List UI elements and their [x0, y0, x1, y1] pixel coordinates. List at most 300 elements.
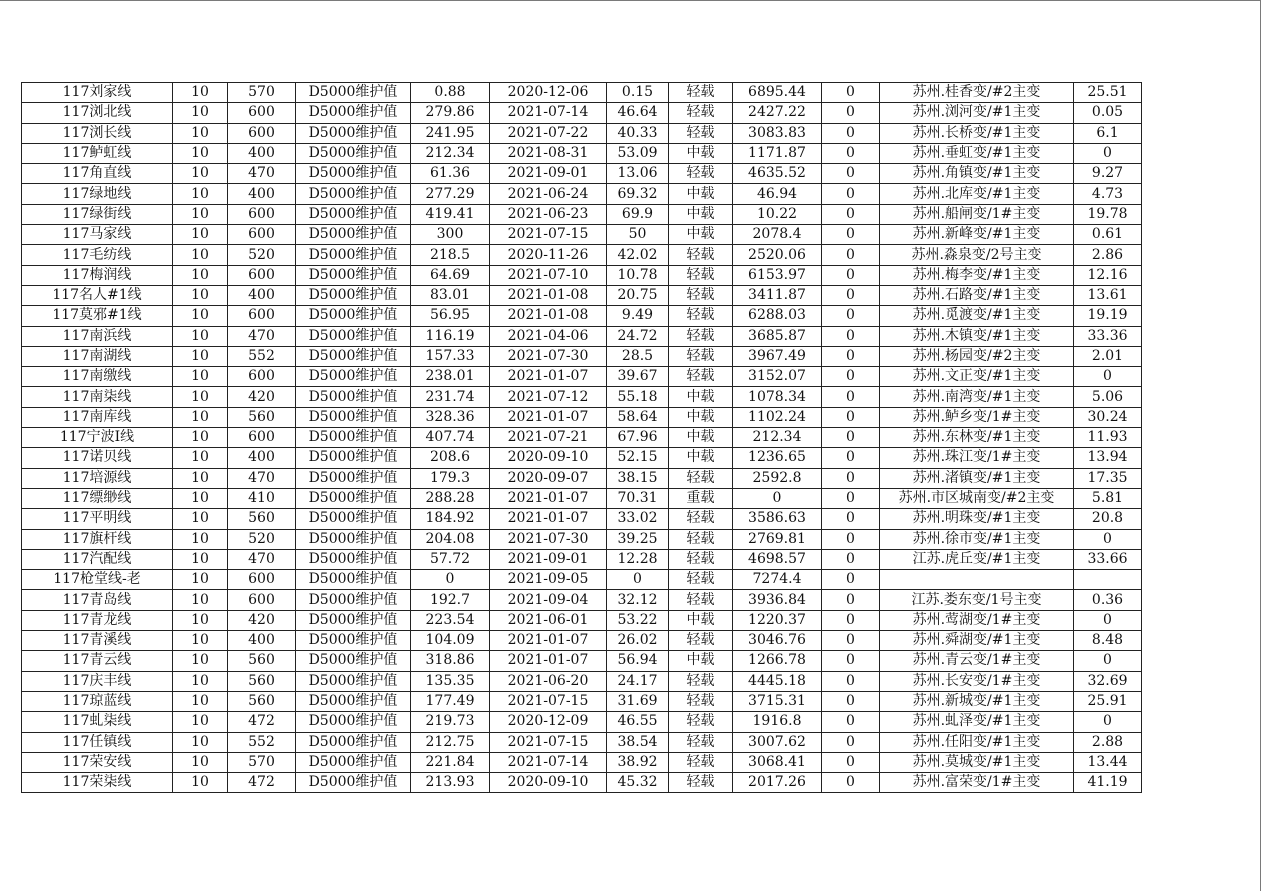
table-body — [22, 83, 1142, 793]
load-rate-cell: 12.28 — [607, 549, 669, 569]
source-cell: D5000维护值 — [296, 225, 411, 245]
transformer-cell: 苏州.杨园变/#2主变 — [880, 346, 1074, 366]
transformer-cell: 苏州.珠江变/1#主变 — [880, 448, 1074, 468]
flag-cell: 0 — [822, 773, 880, 793]
current-value-cell: 221.84 — [411, 752, 490, 772]
load-rate-cell: 0 — [607, 570, 669, 590]
flag-cell: 0 — [822, 509, 880, 529]
line-name-cell: 117南柒线 — [22, 387, 173, 407]
margin-cell: 1916.8 — [733, 712, 822, 732]
voltage-cell: 10 — [173, 773, 228, 793]
transformer-value-cell: 0 — [1074, 143, 1142, 163]
transformer-value-cell: 2.88 — [1074, 732, 1142, 752]
load-status-cell: 轻载 — [669, 346, 733, 366]
table-row — [22, 103, 1142, 123]
table-row — [22, 245, 1142, 265]
load-rate-cell: 10.78 — [607, 265, 669, 285]
transformer-value-cell: 0.05 — [1074, 103, 1142, 123]
load-rate-cell: 55.18 — [607, 387, 669, 407]
source-cell: D5000维护值 — [296, 468, 411, 488]
margin-cell: 6153.97 — [733, 265, 822, 285]
margin-cell: 4698.57 — [733, 549, 822, 569]
margin-cell: 2592.8 — [733, 468, 822, 488]
rated-current-cell: 420 — [228, 610, 296, 630]
line-name-cell: 117青岛线 — [22, 590, 173, 610]
source-cell: D5000维护值 — [296, 428, 411, 448]
voltage-cell: 10 — [173, 570, 228, 590]
current-value-cell: 83.01 — [411, 285, 490, 305]
transformer-value-cell: 0 — [1074, 529, 1142, 549]
current-value-cell: 57.72 — [411, 549, 490, 569]
load-rate-cell: 52.15 — [607, 448, 669, 468]
transformer-cell: 苏州.青云变/1#主变 — [880, 651, 1074, 671]
load-rate-cell: 46.55 — [607, 712, 669, 732]
table-row — [22, 529, 1142, 549]
source-cell: D5000维护值 — [296, 712, 411, 732]
date-cell: 2021-01-07 — [490, 407, 607, 427]
flag-cell: 0 — [822, 468, 880, 488]
margin-cell: 2017.26 — [733, 773, 822, 793]
flag-cell: 0 — [822, 488, 880, 508]
table-row — [22, 285, 1142, 305]
line-name-cell: 117庆丰线 — [22, 671, 173, 691]
margin-cell: 1266.78 — [733, 651, 822, 671]
flag-cell: 0 — [822, 732, 880, 752]
voltage-cell: 10 — [173, 529, 228, 549]
date-cell: 2020-09-10 — [490, 773, 607, 793]
voltage-cell: 10 — [173, 590, 228, 610]
date-cell: 2021-04-06 — [490, 326, 607, 346]
margin-cell: 2078.4 — [733, 225, 822, 245]
load-rate-cell: 26.02 — [607, 631, 669, 651]
load-rate-cell: 24.72 — [607, 326, 669, 346]
margin-cell: 3007.62 — [733, 732, 822, 752]
transformer-cell: 苏州.任阳变/#1主变 — [880, 732, 1074, 752]
current-value-cell: 116.19 — [411, 326, 490, 346]
load-status-cell: 轻载 — [669, 590, 733, 610]
source-cell: D5000维护值 — [296, 732, 411, 752]
transformer-cell: 苏州.长安变/1#主变 — [880, 671, 1074, 691]
line-name-cell: 117南浜线 — [22, 326, 173, 346]
margin-cell: 2520.06 — [733, 245, 822, 265]
load-status-cell: 轻载 — [669, 570, 733, 590]
date-cell: 2021-01-07 — [490, 488, 607, 508]
transformer-cell: 苏州.莫城变/#1主变 — [880, 752, 1074, 772]
margin-cell: 3068.41 — [733, 752, 822, 772]
line-name-cell: 117梅润线 — [22, 265, 173, 285]
table-row — [22, 184, 1142, 204]
rated-current-cell: 420 — [228, 387, 296, 407]
load-status-cell: 轻载 — [669, 83, 733, 103]
current-value-cell: 61.36 — [411, 164, 490, 184]
line-name-cell: 117绿街线 — [22, 204, 173, 224]
transformer-cell — [880, 570, 1074, 590]
load-rate-cell: 38.15 — [607, 468, 669, 488]
margin-cell: 3586.63 — [733, 509, 822, 529]
source-cell: D5000维护值 — [296, 83, 411, 103]
line-name-cell: 117荣安线 — [22, 752, 173, 772]
transformer-value-cell: 41.19 — [1074, 773, 1142, 793]
voltage-cell: 10 — [173, 83, 228, 103]
line-name-cell: 117宁波I线 — [22, 428, 173, 448]
voltage-cell: 10 — [173, 265, 228, 285]
line-name-cell: 117角直线 — [22, 164, 173, 184]
transformer-value-cell: 5.81 — [1074, 488, 1142, 508]
transformer-cell: 苏州.觅渡变/#1主变 — [880, 306, 1074, 326]
flag-cell: 0 — [822, 691, 880, 711]
margin-cell: 1102.24 — [733, 407, 822, 427]
current-value-cell: 179.3 — [411, 468, 490, 488]
table-row — [22, 306, 1142, 326]
voltage-cell: 10 — [173, 387, 228, 407]
source-cell: D5000维护值 — [296, 164, 411, 184]
source-cell: D5000维护值 — [296, 103, 411, 123]
line-name-cell: 117汽配线 — [22, 549, 173, 569]
current-value-cell: 135.35 — [411, 671, 490, 691]
transformer-cell: 苏州.浏河变/#1主变 — [880, 103, 1074, 123]
margin-cell: 1171.87 — [733, 143, 822, 163]
source-cell: D5000维护值 — [296, 509, 411, 529]
voltage-cell: 10 — [173, 651, 228, 671]
flag-cell: 0 — [822, 83, 880, 103]
rated-current-cell: 560 — [228, 651, 296, 671]
load-rate-cell: 39.25 — [607, 529, 669, 549]
rated-current-cell: 400 — [228, 631, 296, 651]
date-cell: 2021-01-08 — [490, 306, 607, 326]
line-name-cell: 117浏长线 — [22, 123, 173, 143]
source-cell: D5000维护值 — [296, 488, 411, 508]
date-cell: 2021-07-12 — [490, 387, 607, 407]
load-status-cell: 中载 — [669, 407, 733, 427]
rated-current-cell: 400 — [228, 184, 296, 204]
current-value-cell: 241.95 — [411, 123, 490, 143]
current-value-cell: 212.75 — [411, 732, 490, 752]
voltage-cell: 10 — [173, 123, 228, 143]
load-rate-cell: 53.22 — [607, 610, 669, 630]
rated-current-cell: 560 — [228, 407, 296, 427]
transformer-value-cell: 4.73 — [1074, 184, 1142, 204]
rated-current-cell: 570 — [228, 752, 296, 772]
source-cell: D5000维护值 — [296, 529, 411, 549]
transformer-value-cell: 5.06 — [1074, 387, 1142, 407]
table-row — [22, 468, 1142, 488]
voltage-cell: 10 — [173, 732, 228, 752]
load-status-cell: 中载 — [669, 651, 733, 671]
line-name-cell: 117虬柒线 — [22, 712, 173, 732]
transformer-cell: 苏州.东林变/#1主变 — [880, 428, 1074, 448]
voltage-cell: 10 — [173, 367, 228, 387]
transformer-cell: 江苏.娄东变/1号主变 — [880, 590, 1074, 610]
load-rate-cell: 69.9 — [607, 204, 669, 224]
rated-current-cell: 600 — [228, 265, 296, 285]
source-cell: D5000维护值 — [296, 448, 411, 468]
current-value-cell: 213.93 — [411, 773, 490, 793]
transformer-value-cell: 13.44 — [1074, 752, 1142, 772]
load-rate-cell: 28.5 — [607, 346, 669, 366]
voltage-cell: 10 — [173, 164, 228, 184]
table-row — [22, 691, 1142, 711]
flag-cell: 0 — [822, 671, 880, 691]
table-row — [22, 407, 1142, 427]
date-cell: 2021-09-01 — [490, 164, 607, 184]
date-cell: 2021-09-04 — [490, 590, 607, 610]
margin-cell: 3715.31 — [733, 691, 822, 711]
transformer-value-cell: 33.66 — [1074, 549, 1142, 569]
source-cell: D5000维护值 — [296, 407, 411, 427]
transformer-value-cell: 0 — [1074, 610, 1142, 630]
rated-current-cell: 520 — [228, 529, 296, 549]
source-cell: D5000维护值 — [296, 752, 411, 772]
load-rate-cell: 56.94 — [607, 651, 669, 671]
load-status-cell: 轻载 — [669, 752, 733, 772]
rated-current-cell: 400 — [228, 143, 296, 163]
rated-current-cell: 600 — [228, 306, 296, 326]
date-cell: 2020-12-06 — [490, 83, 607, 103]
voltage-cell: 10 — [173, 346, 228, 366]
flag-cell: 0 — [822, 204, 880, 224]
table-row — [22, 590, 1142, 610]
rated-current-cell: 520 — [228, 245, 296, 265]
voltage-cell: 10 — [173, 488, 228, 508]
current-value-cell: 277.29 — [411, 184, 490, 204]
date-cell: 2021-06-23 — [490, 204, 607, 224]
voltage-cell: 10 — [173, 691, 228, 711]
load-rate-cell: 39.67 — [607, 367, 669, 387]
source-cell: D5000维护值 — [296, 367, 411, 387]
table-row — [22, 448, 1142, 468]
margin-cell: 3936.84 — [733, 590, 822, 610]
rated-current-cell: 600 — [228, 123, 296, 143]
load-rate-cell: 9.49 — [607, 306, 669, 326]
load-rate-cell: 45.32 — [607, 773, 669, 793]
load-status-cell: 中载 — [669, 204, 733, 224]
load-rate-cell: 32.12 — [607, 590, 669, 610]
transformer-value-cell — [1074, 570, 1142, 590]
voltage-cell: 10 — [173, 184, 228, 204]
current-value-cell: 328.36 — [411, 407, 490, 427]
line-name-cell: 117毛纺线 — [22, 245, 173, 265]
date-cell: 2021-07-15 — [490, 732, 607, 752]
voltage-cell: 10 — [173, 225, 228, 245]
load-status-cell: 轻载 — [669, 468, 733, 488]
date-cell: 2021-01-07 — [490, 367, 607, 387]
current-value-cell: 184.92 — [411, 509, 490, 529]
flag-cell: 0 — [822, 346, 880, 366]
transformer-cell: 苏州.淼泉变/2号主变 — [880, 245, 1074, 265]
transformer-cell: 苏州.梅李变/#1主变 — [880, 265, 1074, 285]
margin-cell: 0 — [733, 488, 822, 508]
load-rate-cell: 69.32 — [607, 184, 669, 204]
load-status-cell: 轻载 — [669, 306, 733, 326]
margin-cell: 4635.52 — [733, 164, 822, 184]
load-status-cell: 轻载 — [669, 671, 733, 691]
transformer-value-cell: 0 — [1074, 712, 1142, 732]
transformer-cell: 苏州.文正变/#1主变 — [880, 367, 1074, 387]
rated-current-cell: 470 — [228, 164, 296, 184]
rated-current-cell: 410 — [228, 488, 296, 508]
source-cell: D5000维护值 — [296, 631, 411, 651]
table-row — [22, 651, 1142, 671]
margin-cell: 1236.65 — [733, 448, 822, 468]
line-name-cell: 117琼蓝线 — [22, 691, 173, 711]
voltage-cell: 10 — [173, 326, 228, 346]
transformer-cell: 苏州.石路变/#1主变 — [880, 285, 1074, 305]
transformer-value-cell: 0 — [1074, 367, 1142, 387]
line-name-cell: 117绿地线 — [22, 184, 173, 204]
transformer-value-cell: 2.86 — [1074, 245, 1142, 265]
margin-cell: 46.94 — [733, 184, 822, 204]
table-row — [22, 143, 1142, 163]
line-name-cell: 117青云线 — [22, 651, 173, 671]
flag-cell: 0 — [822, 651, 880, 671]
rated-current-cell: 560 — [228, 691, 296, 711]
line-name-cell: 117诺贝线 — [22, 448, 173, 468]
transformer-cell: 苏州.垂虹变/#1主变 — [880, 143, 1074, 163]
margin-cell: 3083.83 — [733, 123, 822, 143]
load-rate-cell: 42.02 — [607, 245, 669, 265]
line-name-cell: 117马家线 — [22, 225, 173, 245]
rated-current-cell: 552 — [228, 732, 296, 752]
transformer-value-cell: 2.01 — [1074, 346, 1142, 366]
table-row — [22, 428, 1142, 448]
flag-cell: 0 — [822, 407, 880, 427]
current-value-cell: 419.41 — [411, 204, 490, 224]
date-cell: 2021-08-31 — [490, 143, 607, 163]
source-cell: D5000维护值 — [296, 387, 411, 407]
source-cell: D5000维护值 — [296, 610, 411, 630]
transformer-value-cell: 0.36 — [1074, 590, 1142, 610]
load-status-cell: 中载 — [669, 428, 733, 448]
transformer-value-cell: 19.19 — [1074, 306, 1142, 326]
load-status-cell: 中载 — [669, 184, 733, 204]
date-cell: 2021-01-07 — [490, 631, 607, 651]
load-rate-cell: 13.06 — [607, 164, 669, 184]
line-name-cell: 117旗杆线 — [22, 529, 173, 549]
date-cell: 2020-09-10 — [490, 448, 607, 468]
flag-cell: 0 — [822, 164, 880, 184]
source-cell: D5000维护值 — [296, 549, 411, 569]
voltage-cell: 10 — [173, 671, 228, 691]
line-name-cell: 117枪堂线-老 — [22, 570, 173, 590]
current-value-cell: 212.34 — [411, 143, 490, 163]
transformer-value-cell: 19.78 — [1074, 204, 1142, 224]
transformer-value-cell: 25.91 — [1074, 691, 1142, 711]
load-status-cell: 轻载 — [669, 103, 733, 123]
rated-current-cell: 400 — [228, 285, 296, 305]
flag-cell: 0 — [822, 610, 880, 630]
date-cell: 2021-07-15 — [490, 225, 607, 245]
load-rate-cell: 70.31 — [607, 488, 669, 508]
flag-cell: 0 — [822, 590, 880, 610]
date-cell: 2021-01-07 — [490, 509, 607, 529]
data-table — [21, 82, 1142, 793]
date-cell: 2021-07-14 — [490, 752, 607, 772]
load-status-cell: 中载 — [669, 448, 733, 468]
flag-cell: 0 — [822, 752, 880, 772]
table-row — [22, 732, 1142, 752]
margin-cell: 3152.07 — [733, 367, 822, 387]
flag-cell: 0 — [822, 570, 880, 590]
table-row — [22, 367, 1142, 387]
margin-cell: 10.22 — [733, 204, 822, 224]
margin-cell: 3967.49 — [733, 346, 822, 366]
date-cell: 2021-07-30 — [490, 529, 607, 549]
rated-current-cell: 600 — [228, 204, 296, 224]
voltage-cell: 10 — [173, 285, 228, 305]
table-row — [22, 83, 1142, 103]
rated-current-cell: 470 — [228, 326, 296, 346]
transformer-value-cell: 9.27 — [1074, 164, 1142, 184]
load-rate-cell: 58.64 — [607, 407, 669, 427]
table-row — [22, 671, 1142, 691]
line-name-cell: 117浏北线 — [22, 103, 173, 123]
table-row — [22, 204, 1142, 224]
transformer-value-cell: 13.94 — [1074, 448, 1142, 468]
voltage-cell: 10 — [173, 306, 228, 326]
load-status-cell: 轻载 — [669, 529, 733, 549]
transformer-value-cell: 8.48 — [1074, 631, 1142, 651]
table-row — [22, 265, 1142, 285]
line-name-cell: 117南库线 — [22, 407, 173, 427]
current-value-cell: 177.49 — [411, 691, 490, 711]
source-cell: D5000维护值 — [296, 346, 411, 366]
load-status-cell: 中载 — [669, 143, 733, 163]
table-row — [22, 387, 1142, 407]
transformer-cell: 苏州.长桥变/#1主变 — [880, 123, 1074, 143]
load-status-cell: 轻载 — [669, 691, 733, 711]
current-value-cell: 208.6 — [411, 448, 490, 468]
current-value-cell: 104.09 — [411, 631, 490, 651]
load-rate-cell: 53.09 — [607, 143, 669, 163]
load-status-cell: 轻载 — [669, 773, 733, 793]
transformer-value-cell: 0 — [1074, 651, 1142, 671]
voltage-cell: 10 — [173, 103, 228, 123]
margin-cell: 1220.37 — [733, 610, 822, 630]
current-value-cell: 0.88 — [411, 83, 490, 103]
flag-cell: 0 — [822, 367, 880, 387]
transformer-value-cell: 33.36 — [1074, 326, 1142, 346]
source-cell: D5000维护值 — [296, 671, 411, 691]
transformer-value-cell: 0.61 — [1074, 225, 1142, 245]
voltage-cell: 10 — [173, 143, 228, 163]
flag-cell: 0 — [822, 712, 880, 732]
margin-cell: 3046.76 — [733, 631, 822, 651]
load-status-cell: 重载 — [669, 488, 733, 508]
current-value-cell: 56.95 — [411, 306, 490, 326]
line-name-cell: 117刘家线 — [22, 83, 173, 103]
current-value-cell: 300 — [411, 225, 490, 245]
voltage-cell: 10 — [173, 631, 228, 651]
voltage-cell: 10 — [173, 549, 228, 569]
line-name-cell: 117莫邪#1线 — [22, 306, 173, 326]
flag-cell: 0 — [822, 184, 880, 204]
transformer-value-cell: 30.24 — [1074, 407, 1142, 427]
load-rate-cell: 33.02 — [607, 509, 669, 529]
current-value-cell: 0 — [411, 570, 490, 590]
date-cell: 2020-09-07 — [490, 468, 607, 488]
load-rate-cell: 38.54 — [607, 732, 669, 752]
line-name-cell: 117名人#1线 — [22, 285, 173, 305]
load-rate-cell: 0.15 — [607, 83, 669, 103]
load-status-cell: 轻载 — [669, 326, 733, 346]
source-cell: D5000维护值 — [296, 285, 411, 305]
rated-current-cell: 600 — [228, 590, 296, 610]
load-rate-cell: 40.33 — [607, 123, 669, 143]
rated-current-cell: 560 — [228, 509, 296, 529]
margin-cell: 2427.22 — [733, 103, 822, 123]
table-row — [22, 123, 1142, 143]
current-value-cell: 157.33 — [411, 346, 490, 366]
